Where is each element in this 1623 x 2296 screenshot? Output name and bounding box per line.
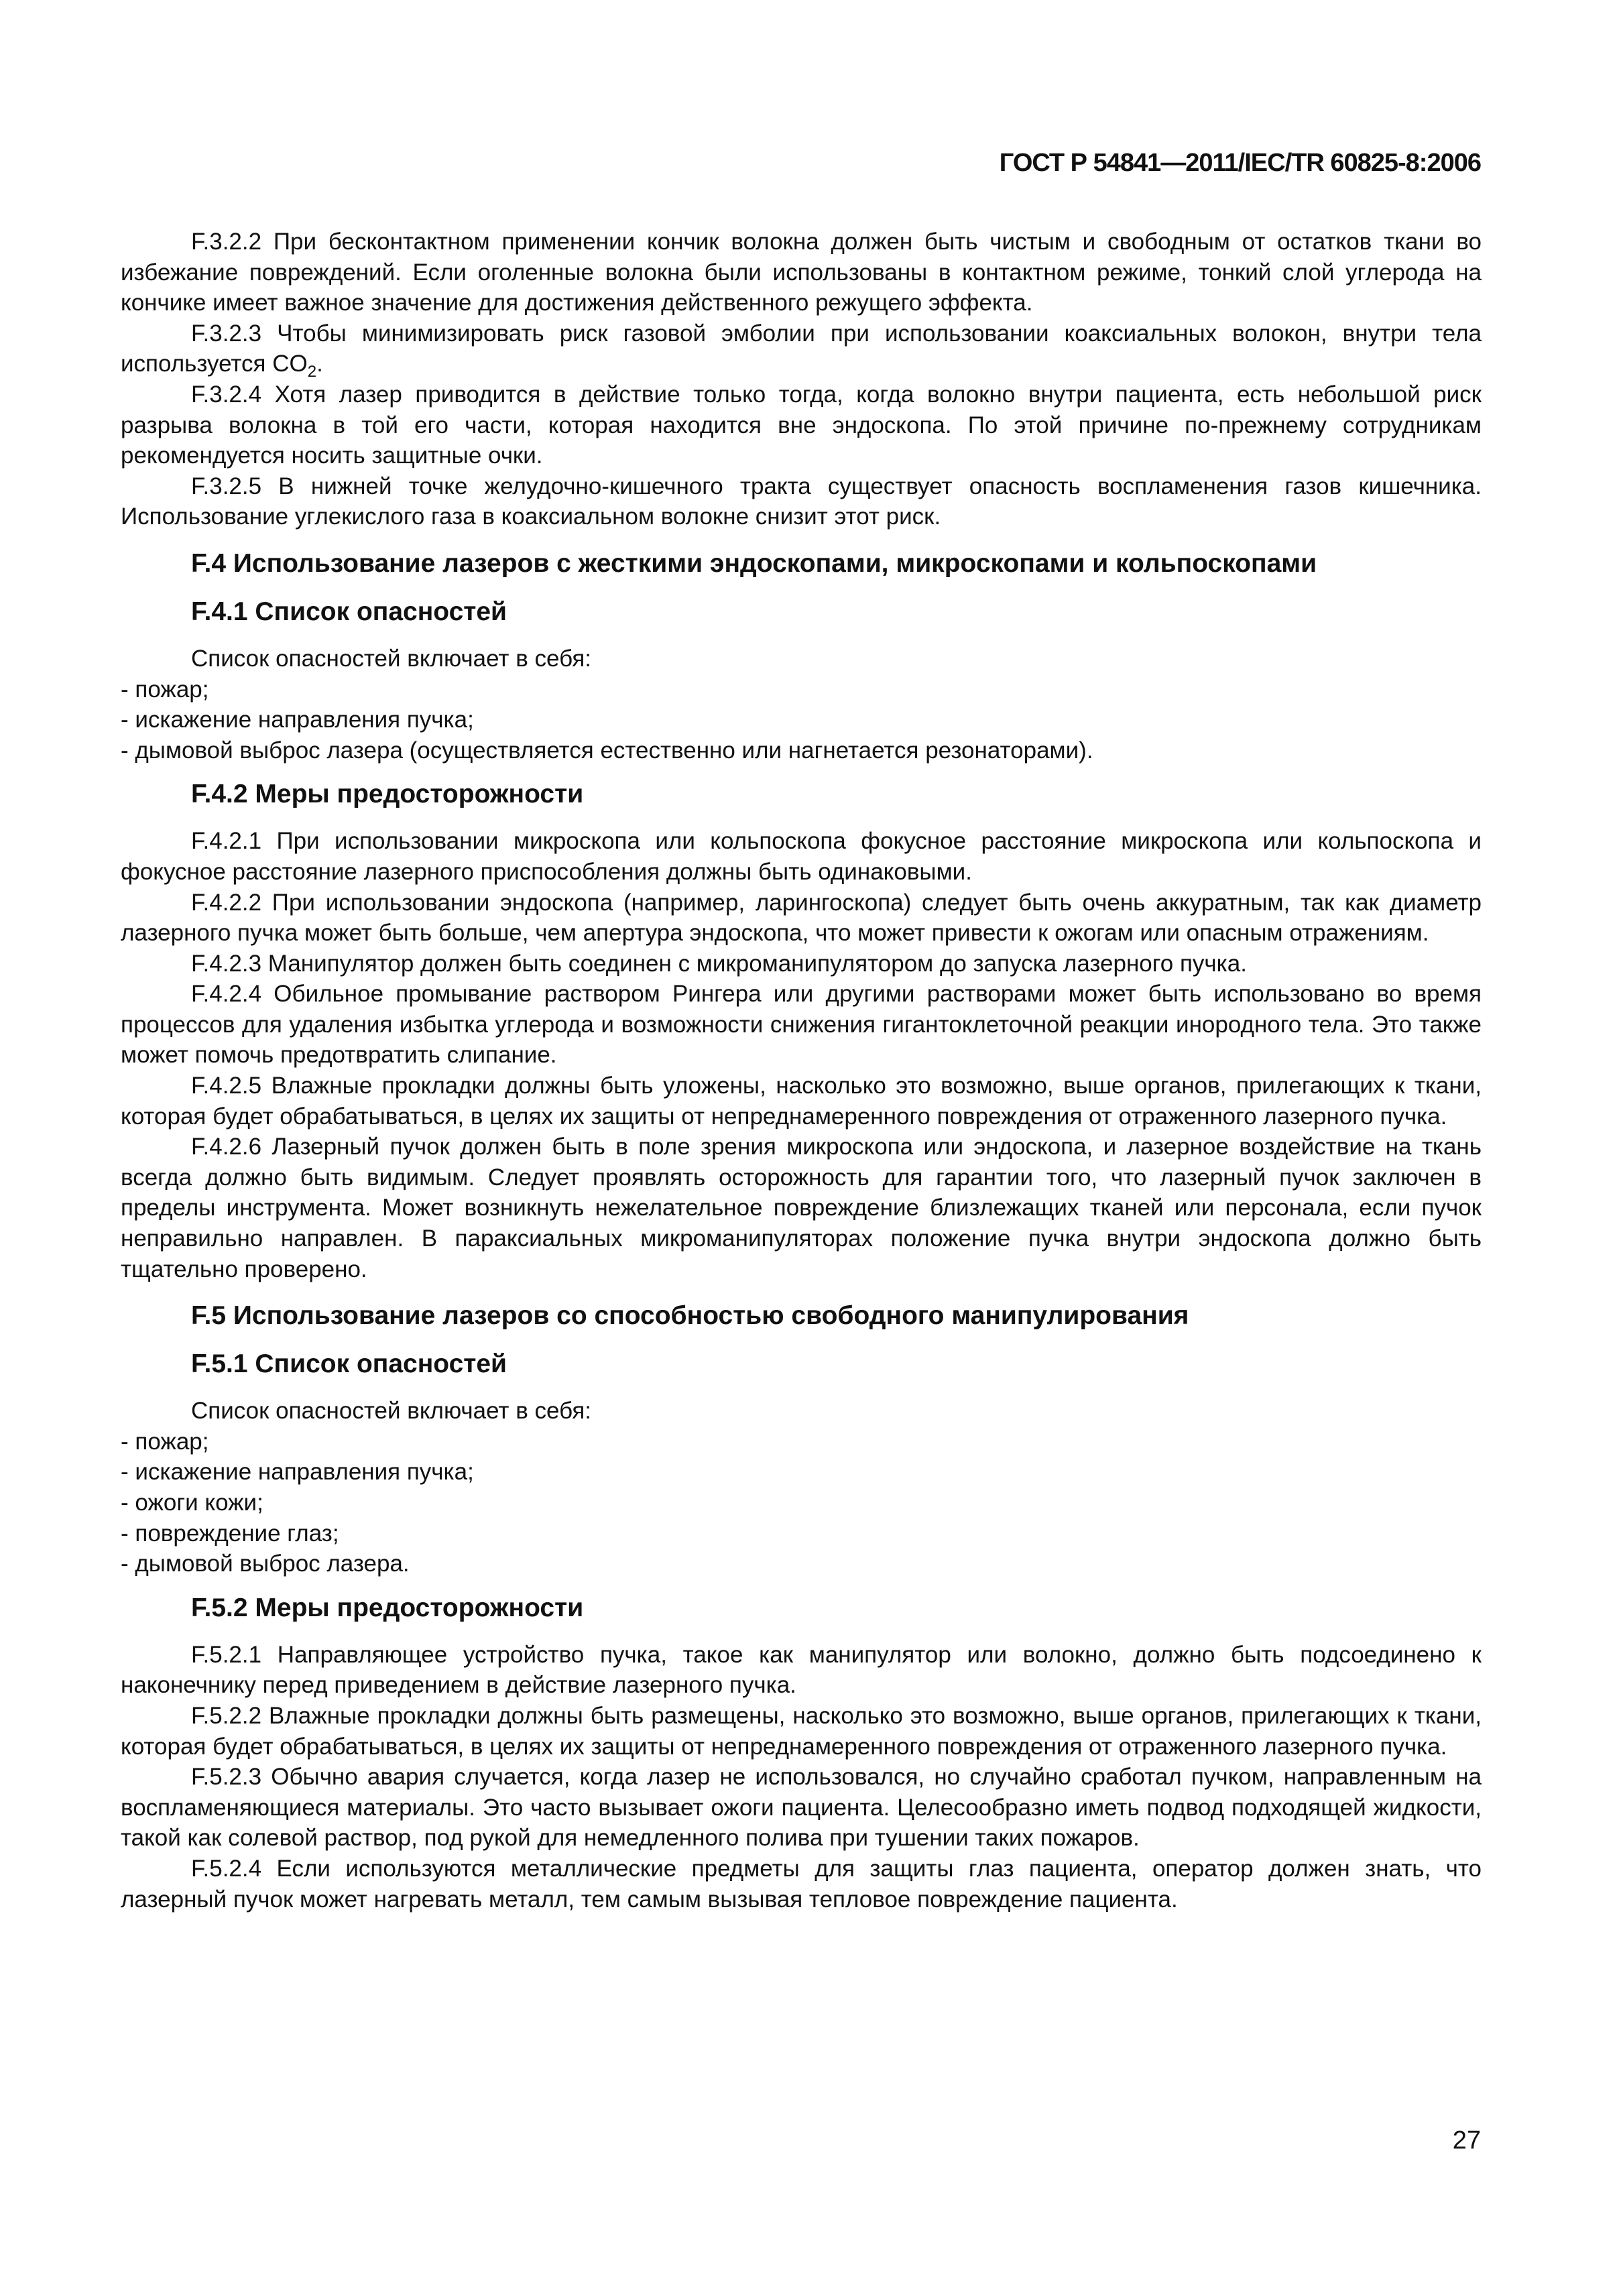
document-code-header: ГОСТ Р 54841—2011/IEC/TR 60825-8:2006 (999, 149, 1481, 177)
paragraph-f-4-2-3: F.4.2.3 Манипулятор должен быть соединен с микроманипулятором до запуска лазерного пучка. (191, 950, 1247, 977)
section-f-5-1-title: F.5.1 Список опасностей (191, 1349, 507, 1379)
paragraph-f-3-2-2: F.3.2.2 При бесконтактном применении кончик волокна должен быть чистым и свободным от остатков ткани во избежание повреждений. Если оголенные волокна были использованы в контактном режиме, тонкий слой углерода на кончике имеет важное значение для достижения действенного режущего эффекта. (121, 229, 1482, 316)
hazard-list-intro: Список опасностей включает в себя: (191, 645, 592, 672)
list-item: - повреждение глаз; (121, 1520, 339, 1547)
list-item: - искажение направления пучка; (121, 1459, 474, 1486)
list-item: - пожар; (121, 1428, 209, 1455)
list-item: - пожар; (121, 676, 209, 703)
paragraph-f-4-2-6: F.4.2.6 Лазерный пучок должен быть в поле зрения микроскопа или эндоскопа, и лазерное воздействие на ткань всегда должно быть видимым. Следует проявлять осторожность для гарантии того, что лазерный пучок заключен в пределы инструмента. Может возникнуть нежелательное повреждение близлежащих тканей или персонала, если пучок неправильно направлен. В параксиальных микроманипуляторах положение пучка внутри эндоскопа должно быть тщательно проверено. (121, 1134, 1482, 1282)
hazard-list-intro: Список опасностей включает в себя: (191, 1398, 592, 1425)
list-item: - ожоги кожи; (121, 1490, 263, 1516)
paragraph-f-4-2-4: F.4.2.4 Обильное промывание раствором Рингера или другими растворами может быть использовано во время процессов для удаления избытка углерода и возможности снижения гигантоклеточной реакции инородного тела. Это также может помочь предотвратить слипание. (121, 981, 1482, 1069)
paragraph-f-5-2-2: F.5.2.2 Влажные прокладки должны быть размещены, насколько это возможно, выше органов, прилегающих к ткани, которая будет обрабатываться, в целях их защиты от непреднамеренного повреждения от отраженного лазерного пучка. (121, 1702, 1482, 1760)
page-number: 27 (1452, 2126, 1481, 2155)
section-f-5-title: F.5 Использование лазеров со способностью свободного манипулирования (191, 1301, 1189, 1331)
list-item: - дымовой выброс лазера (осуществляется естественно или нагнетается резонаторами). (121, 737, 1093, 764)
section-f-5-2-title: F.5.2 Меры предосторожности (191, 1593, 584, 1622)
paragraph-f-3-2-5: F.3.2.5 В нижней точке желудочно-кишечного тракта существует опасность воспламенения газов кишечника. Использование углекислого газа в коаксиальном волокне снизит этот риск. (121, 473, 1482, 530)
paragraph-f-5-2-4: F.5.2.4 Если используются металлические предметы для защиты глаз пациента, оператор должен знать, что лазерный пучок может нагревать металл, тем самым вызывая тепловое повреждение пациента. (121, 1855, 1482, 1913)
hazard-list (121, 674, 1482, 766)
paragraph-f-3-2-4: F.3.2.4 Хотя лазер приводится в действие только тогда, когда волокно внутри пациента, есть небольшой риск разрыва волокна в той его части, которая находится вне эндоскопа. По этой причине по-прежнему сотрудникам рекомендуется носить защитные очки. (121, 381, 1482, 469)
paragraph-f-5-2-1: F.5.2.1 Направляющее устройство пучка, такое как манипулятор или волокно, должно быть подсоединено к наконечнику перед приведением в действие лазерного пучка. (121, 1641, 1482, 1699)
paragraph-f-4-2-5: F.4.2.5 Влажные прокладки должны быть уложены, насколько это возможно, выше органов, прилегающих к ткани, которая будет обрабатываться, в целях их защиты от непреднамеренного повреждения от отраженного лазерного пучка. (121, 1073, 1482, 1130)
list-item: - искажение направления пучка; (121, 707, 474, 733)
paragraph-f-4-2-1: F.4.2.1 При использовании микроскопа или кольпоскопа фокусное расстояние микроскопа или кольпоскопа и фокусное расстояние лазерного приспособления должны быть одинаковыми. (121, 828, 1482, 885)
section-f-4-1-title: F.4.1 Список опасностей (191, 597, 507, 626)
section-f-4-title: F.4 Использование лазеров с жесткими эндоскопами, микроскопами и кольпоскопами (191, 548, 1317, 578)
section-f-4-2-title: F.4.2 Меры предосторожности (191, 780, 584, 809)
list-item: - дымовой выброс лазера. (121, 1551, 410, 1577)
paragraph-f-5-2-3: F.5.2.3 Обычно авария случается, когда лазер не использовался, но случайно сработал пучком, направленным на воспламеняющиеся материалы. Это часто вызывает ожоги пациента. Целесообразно иметь подвод подходящей жидкости, такой как солевой раствор, под рукой для немедленного полива при тушении таких пожаров. (121, 1764, 1482, 1852)
paragraph-f-4-2-2: F.4.2.2 При использовании эндоскопа (например, ларингоскопа) следует быть очень аккуратным, так как диаметр лазерного пучка может быть больше, чем апертура эндоскопа, что может привести к ожогам или опасным отражениям. (121, 889, 1482, 947)
hazard-list (121, 1427, 1482, 1579)
paragraph-f-3-2-3-end: . (316, 351, 323, 377)
paragraph-f-3-2-3-text: F.3.2.3 Чтобы минимизировать риск газовой эмболии при использовании коаксиальных волокон, внутри тела используется CO (121, 320, 1482, 377)
document-body (121, 227, 1482, 1915)
paragraph-f-3-2-3 (121, 318, 1482, 379)
co2-subscript: 2 (307, 363, 317, 381)
